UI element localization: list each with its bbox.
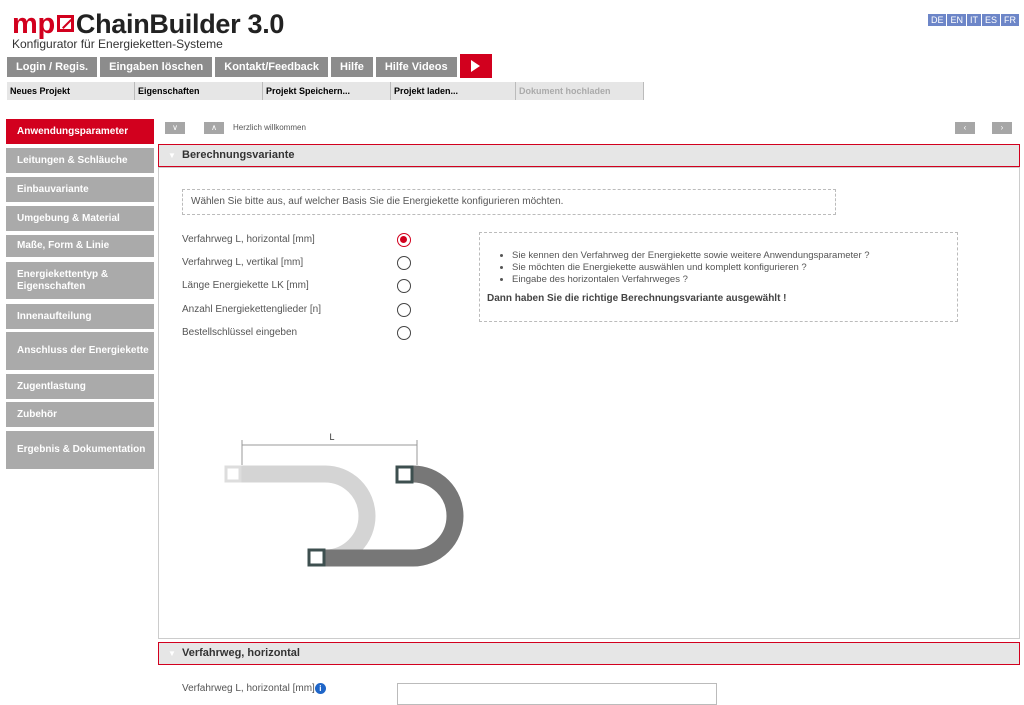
option-label: Bestellschlüssel eingeben — [182, 327, 298, 338]
info-icon[interactable]: i — [315, 683, 326, 694]
expand-all-button[interactable] — [204, 122, 224, 134]
info-box — [479, 232, 958, 322]
sidebar-item-zubehoer[interactable]: Zubehör — [6, 402, 154, 427]
lang-de[interactable]: DE — [928, 14, 947, 26]
sidebar-item-einbauvariante[interactable]: Einbauvariante — [6, 177, 154, 202]
chevron-left-icon: ‹ — [963, 123, 967, 132]
energy-chain-diagram — [215, 428, 485, 573]
chain-upper-run — [316, 474, 455, 558]
option-label: Verfahrweg L, horizontal [mm] — [182, 234, 315, 245]
radio-laenge-energiekette[interactable] — [397, 279, 411, 293]
sidebar-item-ergebnis[interactable]: Ergebnis & Dokumentation — [6, 431, 154, 469]
verfahrweg-horizontal-input[interactable] — [397, 683, 717, 705]
chevron-up-icon: ∧ — [211, 123, 217, 132]
option-label: Anzahl Energiekettenglieder [n] — [182, 304, 321, 315]
radio-verfahrweg-horizontal[interactable] — [397, 233, 411, 247]
load-project-button[interactable]: Projekt laden... — [391, 82, 516, 100]
sidebar-item-zugentlastung[interactable]: Zugentlastung — [6, 374, 154, 399]
help-button[interactable]: Hilfe — [331, 57, 373, 77]
section-header-verfahrweg-horizontal[interactable] — [158, 642, 1020, 665]
caret-down-icon: ▼ — [168, 649, 176, 658]
upload-document-button: Dokument hochladen — [516, 82, 644, 100]
properties-button[interactable]: Eigenschaften — [135, 82, 263, 100]
next-button[interactable] — [992, 122, 1012, 134]
main-nav — [7, 57, 492, 78]
dimension-label: L — [329, 432, 335, 442]
chevron-right-icon: › — [1000, 123, 1004, 132]
section-title: Verfahrweg, horizontal — [182, 647, 300, 659]
save-project-button[interactable]: Projekt Speichern... — [263, 82, 391, 100]
login-button[interactable]: Login / Regis. — [7, 57, 97, 77]
chain-moving-end-top — [397, 467, 412, 482]
lang-en[interactable]: EN — [947, 14, 966, 26]
new-project-button[interactable]: Neues Projekt — [7, 82, 135, 100]
caret-down-icon: ▼ — [168, 151, 176, 160]
chevron-down-icon: ∨ — [172, 123, 178, 132]
chain-fixed-end — [226, 467, 240, 481]
section-title: Berechnungsvariante — [182, 149, 295, 161]
app-subtitle: Konfigurator für Energieketten-Systeme — [12, 37, 223, 51]
video-play-icon[interactable] — [460, 54, 492, 78]
sidebar-item-anschluss[interactable]: Anschluss der Energiekette — [6, 332, 154, 370]
sidebar-item-innenaufteilung[interactable]: Innenaufteilung — [6, 304, 154, 329]
chain-lower-run — [232, 474, 367, 558]
info-bullet: • Eingabe des horizontalen Verfahrweges ? — [512, 274, 957, 286]
field-label-text: Verfahrweg L, horizontal [mm] — [182, 683, 315, 694]
lang-es[interactable]: ES — [982, 14, 1000, 26]
lang-fr[interactable]: FR — [1001, 14, 1019, 26]
sidebar-item-masse[interactable]: Maße, Form & Linie — [6, 235, 154, 257]
field-label-verfahrweg — [182, 683, 326, 694]
lang-it[interactable]: IT — [967, 14, 981, 26]
logo-mp: mp — [12, 8, 55, 40]
clear-inputs-button[interactable]: Eingaben löschen — [100, 57, 212, 77]
sidebar-item-umgebung[interactable]: Umgebung & Material — [6, 206, 154, 231]
contact-feedback-button[interactable]: Kontakt/Feedback — [215, 57, 328, 77]
help-videos-button[interactable]: Hilfe Videos — [376, 57, 457, 77]
sidebar-item-energiekettentyp[interactable]: Energiekettentyp & Eigenschaften — [6, 262, 154, 299]
welcome-text: Herzlich willkommen — [233, 123, 306, 132]
section-header-berechnungsvariante[interactable] — [158, 144, 1020, 167]
radio-verfahrweg-vertikal[interactable] — [397, 256, 411, 270]
logo-mark-icon — [57, 15, 74, 32]
chain-moving-end-bottom — [309, 550, 324, 565]
sidebar-item-leitungen[interactable]: Leitungen & Schläuche — [6, 148, 154, 173]
project-toolbar — [7, 82, 644, 100]
collapse-all-button[interactable] — [165, 122, 185, 134]
radio-bestellschluessel[interactable] — [397, 326, 411, 340]
instruction-box: Wählen Sie bitte aus, auf welcher Basis Sie die Energiekette konfigurieren möchten. — [182, 189, 836, 215]
app-title: ChainBuilder 3.0 — [75, 9, 285, 39]
language-switcher — [927, 14, 1019, 26]
radio-anzahl-glieder[interactable] — [397, 303, 411, 317]
info-bullet: • Sie kennen den Verfahrweg der Energiekette sowie weitere Anwendungsparameter ? — [512, 250, 957, 262]
option-label: Länge Energiekette LK [mm] — [182, 280, 309, 291]
sidebar-item-anwendungsparameter[interactable]: Anwendungsparameter — [6, 119, 154, 144]
previous-button[interactable] — [955, 122, 975, 134]
info-bullet: • Sie möchten die Energiekette auswählen und komplett konfigurieren ? — [512, 262, 957, 274]
info-conclusion: Dann haben Sie die richtige Berechnungsvariante ausgewählt ! — [487, 293, 787, 304]
option-label: Verfahrweg L, vertikal [mm] — [182, 257, 304, 268]
